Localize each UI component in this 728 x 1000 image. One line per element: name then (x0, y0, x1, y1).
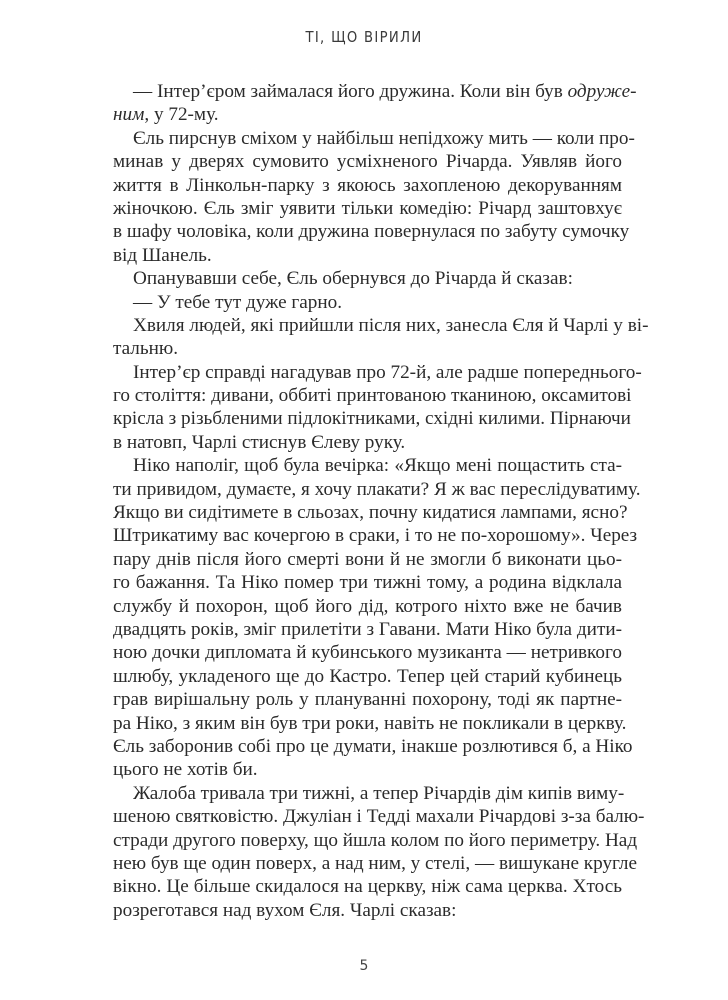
text-run: розреготався над вухом Єля. Чарлі сказав: (113, 899, 457, 921)
text-line (113, 478, 641, 501)
text-line (113, 829, 638, 852)
text-run: стради другого поверху, що йшла колом по його периметру. Над (113, 829, 638, 851)
text-line (113, 548, 622, 571)
text-line (113, 618, 622, 641)
text-run: шеною святковістю. Джуліан і Тедді махали Річардові з-за балю- (113, 806, 645, 828)
text-run: нею був ще один поверх, а над ним, у стелі, — вишукане кругле (113, 852, 638, 874)
text-line (113, 782, 625, 805)
text-run: крісла з різьбленими підлокітниками, східні килими. Пірнаючи (113, 408, 631, 430)
text-line (113, 524, 638, 547)
text-line (113, 501, 628, 524)
text-run: Опанувавши себе, Єль обернувся до Річарда й сказав: (133, 268, 573, 290)
text-line (113, 314, 649, 337)
text-line (113, 361, 642, 384)
text-line (113, 267, 622, 290)
text-run: ти привидом, думаєте, я хочу плакати? Я ж вас переслідуватиму. (113, 478, 641, 500)
text-run: Хвиля людей, які прийшли після них, занесла Єля й Чарлі у ві- (133, 314, 649, 336)
text-run: ра Ніко, з яким він був три роки, навіть не покликали в церкву. (113, 712, 627, 734)
text-run: пару днів після його смерті вони й не змогли б виконати цьо- (113, 548, 622, 570)
text-line (113, 244, 622, 267)
italic-text: ним (113, 104, 145, 126)
text-run: грав вирішальну роль у плануванні похорону, тоді як партне- (113, 689, 622, 711)
text-run: Якщо ви сидітимете в сльозах, почну кидатися лампами, ясно? (113, 502, 628, 524)
text-run: від Шанель. (113, 244, 212, 266)
text-run: — Інтер’єром займалася його дружина. Коли він був (133, 81, 568, 102)
text-line (113, 735, 633, 758)
text-run: Єль заборонив собі про це думати, інакше розлютився б, а Ніко (113, 735, 633, 757)
text-run: службу й похорон, щоб його дід, котрого ніхто вже не бачив (113, 595, 622, 617)
text-run: Штрикатиму вас кочергою в сраки, і то не по-хорошому». Через (113, 525, 638, 547)
text-run: , у 72-му. (144, 104, 219, 126)
text-run: в натовп, Чарлі стиснув Єлеву руку. (113, 431, 406, 453)
text-run: минав у дверях сумовито усміхненого Річарда. Уявляв його (113, 151, 622, 173)
text-line (113, 454, 622, 477)
text-line (113, 665, 622, 688)
text-line (113, 384, 632, 407)
text-run: в шафу чоловіка, коли дружина повернулася по забуту сумочку (113, 221, 630, 243)
text-line (113, 337, 622, 360)
text-line (113, 805, 645, 828)
page-number: 5 (359, 958, 369, 974)
text-line (113, 197, 622, 220)
text-run: жіночкою. Єль зміг уявити тільки комедію: Річард заштовхує (113, 197, 622, 219)
text-line (113, 595, 622, 618)
text-line (113, 431, 622, 454)
text-line (113, 571, 622, 594)
text-run: ною дочки дипломата й кубинського музиканта — нетривкого (113, 642, 622, 664)
text-run: го бажання. Та Ніко помер три тижні тому, а родина відклала (113, 572, 622, 594)
text-run: Єль пирснув сміхом у найбільш непідхожу мить — коли про- (133, 127, 635, 149)
text-run: — У тебе тут дуже гарно. (133, 291, 343, 313)
text-line (113, 712, 627, 735)
body-text (113, 80, 649, 922)
running-head: ТІ, ЩО ВІРИЛИ (305, 28, 423, 46)
text-run: Ніко наполіг, щоб була вечірка: «Якщо мені пощастить ста- (133, 455, 622, 477)
text-run: двадцять років, зміг прилетіти з Гавани. Мати Ніко була дити- (113, 618, 622, 640)
text-run: го століття: дивани, оббиті принтованою тканиною, оксамитові (113, 385, 632, 407)
text-line (113, 407, 631, 430)
text-line (113, 688, 622, 711)
italic-text: одруже- (567, 81, 637, 102)
text-line (113, 174, 622, 197)
text-run: тальню. (113, 338, 179, 360)
text-run: шлюбу, укладеного ще до Кастро. Тепер цей старий кубинець (113, 665, 622, 687)
text-line (113, 127, 635, 150)
text-line (113, 758, 622, 781)
text-line (113, 103, 622, 126)
text-line (113, 899, 622, 922)
text-line (113, 291, 622, 314)
text-run: вікно. Це більше скидалося на церкву, ніж сама церква. Хтось (113, 876, 622, 898)
text-run: Жалоба тривала три тижні, а тепер Річардів дім кипів виму- (133, 782, 625, 804)
text-line (113, 852, 638, 875)
text-run: Інтер’єр справді нагадував про 72-й, але радше попереднього- (133, 361, 642, 383)
text-line (113, 875, 622, 898)
text-line (113, 150, 622, 173)
text-line (113, 641, 622, 664)
text-line (113, 220, 630, 243)
text-run: цього не хотів би. (113, 759, 258, 781)
text-run: життя в Лінкольн-парку з якоюсь захопленою декоруванням (113, 174, 622, 196)
text-line (113, 80, 637, 103)
